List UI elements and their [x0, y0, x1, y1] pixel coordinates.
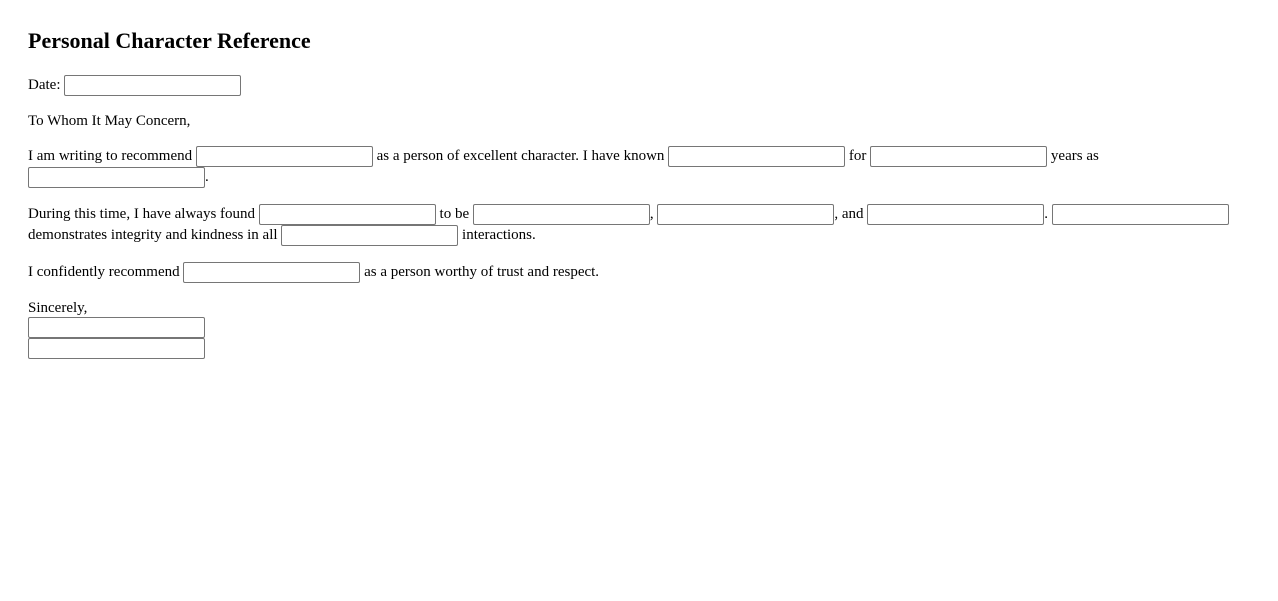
to-be-text: to be — [439, 206, 470, 223]
and-text: , and — [834, 206, 864, 223]
recommended-name-input[interactable] — [196, 146, 373, 167]
years-known-input[interactable] — [870, 146, 1047, 167]
quality-2-input[interactable] — [657, 204, 834, 225]
confidently-recommend-text: I confidently recommend — [28, 264, 180, 281]
quality-comma: , — [649, 206, 654, 223]
paragraph-2-line-1 — [28, 204, 1229, 225]
worthy-of-trust-text: as a person worthy of trust and respect. — [364, 264, 600, 281]
paragraph-1-period: . — [205, 169, 209, 186]
excellent-character-text: as a person of excellent character. I have known — [376, 148, 665, 165]
salutation: To Whom It May Concern, — [28, 113, 191, 129]
recommend-text: I am writing to recommend — [28, 148, 193, 165]
for-text: for — [848, 148, 867, 165]
paragraph-1-line-1 — [28, 146, 1099, 167]
qualities-period: . — [1044, 206, 1049, 223]
paragraph-3 — [28, 262, 599, 283]
date-input[interactable] — [64, 75, 241, 96]
interactions-text: interactions. — [462, 227, 536, 244]
paragraph-1-line-2 — [28, 167, 209, 188]
signer-name-input[interactable] — [28, 317, 205, 338]
paragraph-2-line-2 — [28, 225, 536, 246]
final-recommend-name-input[interactable] — [183, 262, 360, 283]
date-row — [28, 75, 241, 96]
signer-title-input[interactable] — [28, 338, 205, 359]
pronoun-input[interactable] — [1052, 204, 1229, 225]
during-this-time-text: During this time, I have always found — [28, 206, 256, 223]
demonstrates-text: demonstrates integrity and kindness in all — [28, 227, 278, 244]
quality-1-input[interactable] — [473, 204, 650, 225]
found-name-input[interactable] — [259, 204, 436, 225]
closing-text: Sincerely, — [28, 300, 88, 316]
quality-3-input[interactable] — [867, 204, 1044, 225]
interaction-scope-input[interactable] — [281, 225, 458, 246]
known-name-input[interactable] — [668, 146, 845, 167]
date-label: Date: — [28, 77, 61, 94]
relationship-input[interactable] — [28, 167, 205, 188]
years-as-text: years as — [1050, 148, 1099, 165]
page-title: Personal Character Reference — [28, 28, 311, 53]
